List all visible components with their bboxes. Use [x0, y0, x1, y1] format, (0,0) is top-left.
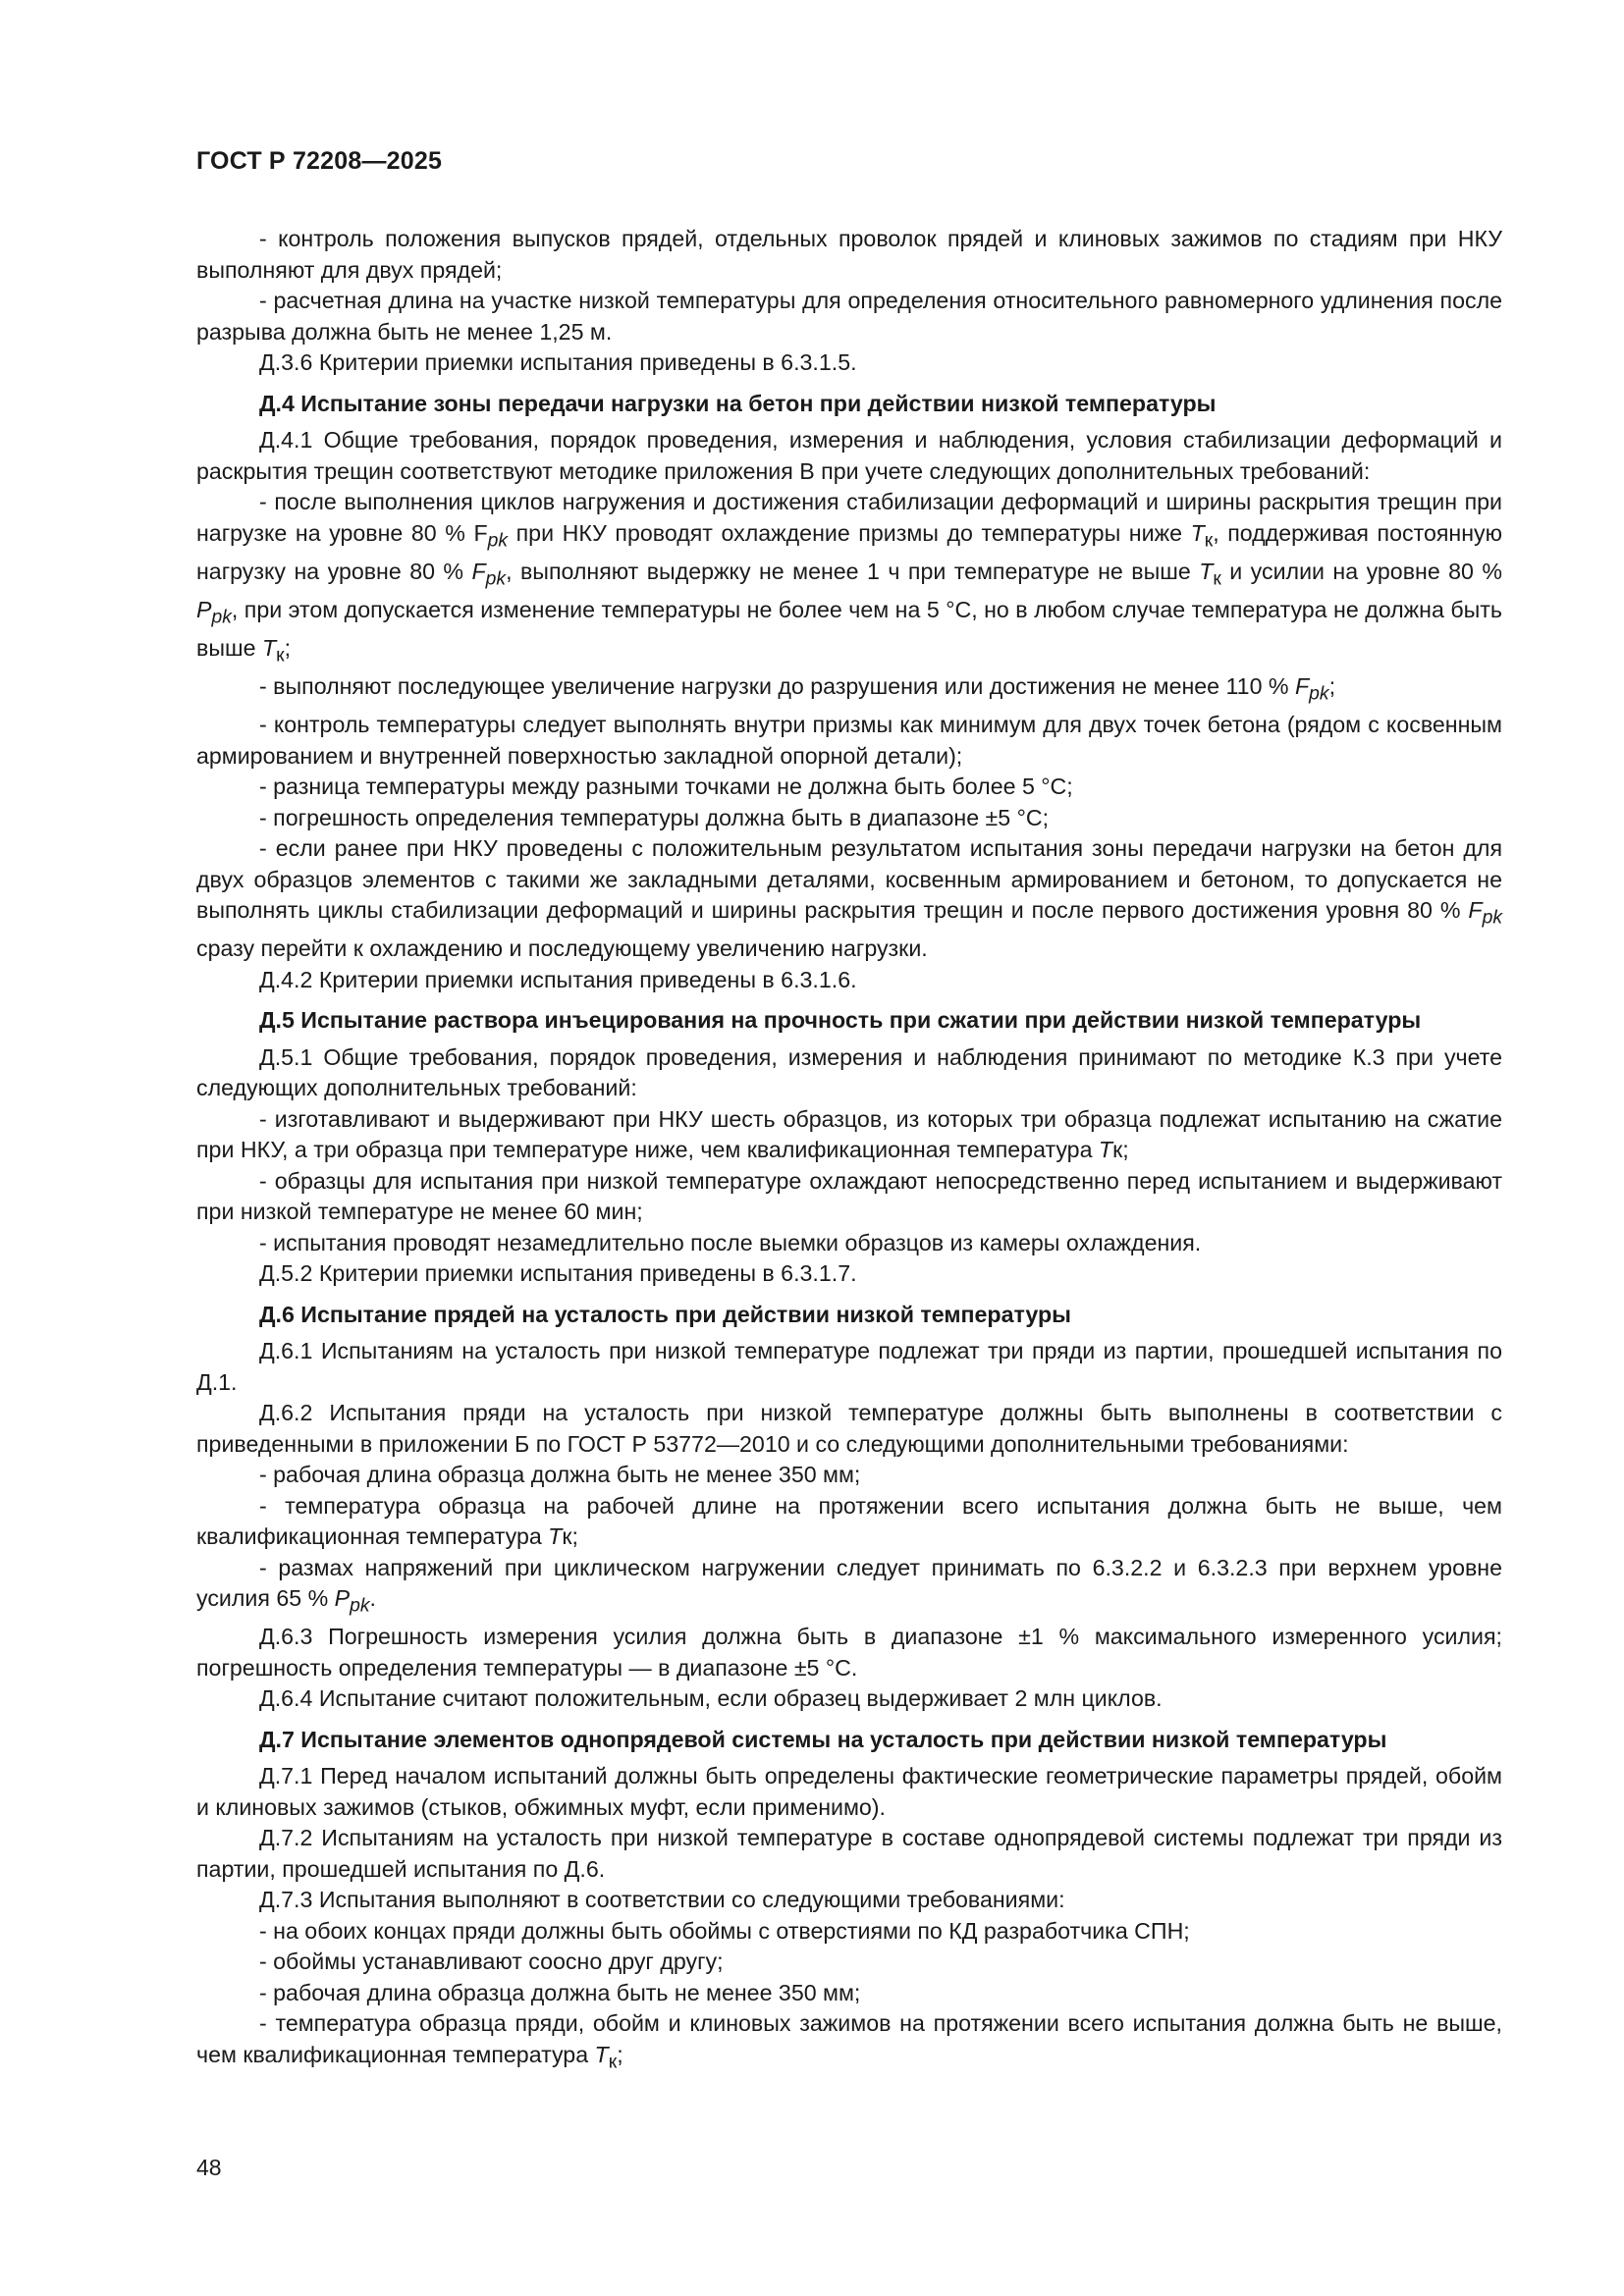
paragraph: - расчетная длина на участке низкой температуры для определения относительного равномерного удлинения после разрыва должна быть не менее 1,25 м.	[196, 288, 1502, 345]
paragraph: - температура образца пряди, обойм и клиновых зажимов на протяжении всего испытания должна быть не выше, чем квалификационная температура $T_к$;	[196, 2010, 1502, 2073]
paragraph: - температура образца на рабочей длине на протяжении всего испытания должна быть не выше, чем квалификационная температура Tк;	[196, 1492, 1502, 1550]
paragraph: - на обоих концах пряди должны быть обоймы с отверстиями по КД разработчика СПН;	[259, 1917, 1190, 1944]
paragraph: Д.4.2 Критерии приемки испытания приведены в 6.3.1.6.	[259, 966, 857, 992]
paragraph: Д.4.1 Общие требования, порядок проведения, измерения и наблюдения, условия стабилизации деформаций и раскрытия трещин соответствуют методике приложения В при учете следующих дополнительных требований:	[196, 427, 1502, 484]
paragraph: - контроль температуры следует выполнять внутри призмы как минимум для двух точек бетона (рядом с косвенным армированием и внутренней поверхностью закладной опорной детали);	[196, 712, 1502, 769]
paragraph: - испытания проводят незамедлительно после выемки образцов из камеры охлаждения.	[259, 1229, 1202, 1255]
paragraph: - изготавливают и выдерживают при НКУ шесть образцов, из которых три образца подлежат испытанию на сжатие при НКУ, а три образца при температуре ниже, чем квалификационная температура Tк;	[196, 1105, 1502, 1163]
paragraph: Д.7.2 Испытаниям на усталость при низкой температуре в составе однопрядевой системы подлежат три пряди из партии, прошедшей испытания по Д.6.	[196, 1825, 1502, 1882]
paragraph: - выполняют последующее увеличение нагрузки до разрушения или достижения не менее 110 % $F_{pk}$;	[259, 673, 1336, 705]
paragraph: - после выполнения циклов нагружения и достижения стабилизации деформаций и ширины раскрытия трещин при нагрузке на уровне 80 % $F_{pk}$ при НКУ проводят охлаждение призмы до температуры ниже $T_к$, поддерживая постоянную нагрузку на уровне 80 % $F_{pk}$, выполняют выдержку не менее 1 ч при температуре не выше $T_к$ и усилии на уровне 80 % $P_{pk}$, при этом допускается изменение температуры не более чем на 5 °С, но в любом случае температура не должна быть выше $T_к$;	[196, 489, 1503, 667]
section-heading: Д.6 Испытание прядей на усталость при действии низкой температуры	[259, 1301, 1071, 1327]
paragraph: Д.6.4 Испытание считают положительным, если образец выдерживает 2 млн циклов.	[259, 1685, 1163, 1712]
section-heading: Д.7 Испытание элементов однопрядевой системы на усталость при действии низкой температуры	[259, 1726, 1387, 1752]
paragraph: Д.7.3 Испытания выполняют в соответствии со следующими требованиями:	[259, 1887, 1065, 1913]
paragraph: - погрешность определения температуры должна быть в диапазоне ±5 °С;	[259, 804, 1050, 830]
document-header: ГОСТ Р 72208—2025	[196, 147, 443, 175]
document-body	[196, 224, 1502, 2078]
paragraph: - если ранее при НКУ проведены с положительным результатом испытания зоны передачи нагрузки на бетон для двух образцов элементов с такими же закладными деталями, косвенным армированием и бетоном, то допускается не выполнять циклы стабилизации деформаций и ширины раскрытия трещин и после первого достижения уровня 80 % $F_{pk}$ сразу перейти к охлаждению и последующему увеличению нагрузки.	[196, 835, 1502, 962]
paragraph: Д.6.2 Испытания пряди на усталость при низкой температуре должны быть выполнены в соответствии с приведенными в приложении Б по ГОСТ Р 53772—2010 и со следующими дополнительными требованиями:	[196, 1400, 1502, 1457]
paragraph: Д.7.1 Перед началом испытаний должны быть определены фактические геометрические параметры прядей, обойм и клиновых зажимов (стыков, обжимных муфт, если применимо).	[196, 1763, 1502, 1820]
section-heading: Д.5 Испытание раствора инъецирования на прочность при сжатии при действии низкой температуры	[259, 1007, 1422, 1034]
paragraph: - контроль положения выпусков прядей, отдельных проволок прядей и клиновых зажимов по стадиям при НКУ выполняют для двух прядей;	[196, 226, 1502, 283]
page-number: 48	[196, 2155, 222, 2180]
paragraph: - обоймы устанавливают соосно друг другу;	[259, 1949, 724, 1975]
paragraph: - образцы для испытания при низкой температуре охлаждают непосредственно перед испытанием и выдерживают при низкой температуре не менее 60 мин;	[196, 1167, 1502, 1225]
paragraph: - рабочая длина образца должна быть не менее 350 мм;	[259, 1462, 861, 1488]
paragraph: Д.6.3 Погрешность измерения усилия должна быть в диапазоне ±1 % максимального измеренного усилия; погрешность определения температуры — в диапазоне ±5 °С.	[196, 1624, 1502, 1681]
paragraph: Д.6.1 Испытаниям на усталость при низкой температуре подлежат три пряди из партии, прошедшей испытания по Д.1.	[196, 1338, 1502, 1395]
paragraph: - разница температуры между разными точками не должна быть более 5 °С;	[259, 774, 1073, 800]
paragraph: Д.5.1 Общие требования, порядок проведения, измерения и наблюдения принимают по методике К.3 при учете следующих дополнительных требований:	[196, 1043, 1502, 1101]
paragraph: - рабочая длина образца должна быть не менее 350 мм;	[259, 1979, 861, 2005]
paragraph: Д.3.6 Критерии приемки испытания приведены в 6.3.1.5.	[259, 349, 857, 375]
section-heading: Д.4 Испытание зоны передачи нагрузки на бетон при действии низкой температуры	[259, 390, 1217, 416]
paragraph: - размах напряжений при циклическом нагружении следует принимать по 6.3.2.2 и 6.3.2.3 при верхнем уровне усилия 65 % $P_{pk}$.	[196, 1554, 1502, 1617]
paragraph: Д.5.2 Критерии приемки испытания приведены в 6.3.1.7.	[259, 1260, 857, 1287]
